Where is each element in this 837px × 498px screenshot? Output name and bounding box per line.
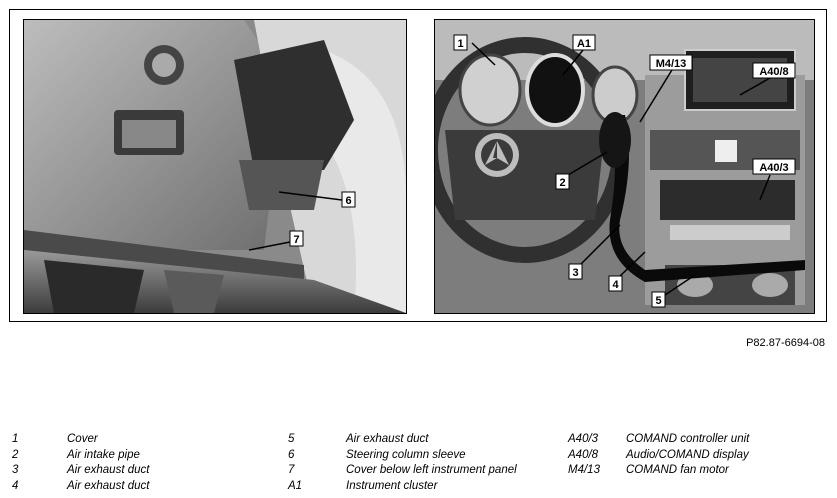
legend-key: 7: [288, 464, 295, 477]
callout-7: 7: [293, 234, 300, 246]
legend-text: Cover below left instrument panel: [346, 464, 517, 477]
legend-key: A1: [288, 479, 303, 492]
legend-key: 3: [12, 464, 19, 477]
callout-A1: A1: [576, 38, 592, 50]
legend-text: COMAND controller unit: [626, 433, 750, 445]
legend-item: [288, 463, 517, 479]
callout-M4-13: M4/13: [655, 58, 687, 70]
callout-6: 6: [345, 195, 352, 207]
callout-A40-8: A40/8: [759, 66, 789, 78]
legend-text: COMAND fan motor: [626, 464, 729, 477]
left-callouts: [24, 20, 406, 313]
legend-item: [568, 463, 749, 479]
legend-item: [12, 479, 149, 495]
legend-column-2: [288, 432, 517, 494]
legend-key: 5: [288, 433, 295, 445]
left-photo: [23, 19, 407, 314]
callout-A40-3: A40/3: [759, 162, 789, 174]
legend-item: [288, 479, 517, 495]
legend-item: [288, 432, 517, 448]
legend-key: A40/3: [568, 433, 599, 445]
legend-text: Air intake pipe: [67, 448, 140, 461]
legend-key: A40/8: [568, 448, 599, 461]
callout-2: 2: [559, 177, 566, 189]
legend-item: [12, 463, 149, 479]
legend-item: [568, 432, 749, 448]
right-photo: [434, 19, 815, 314]
legend-key: M4/13: [568, 464, 600, 477]
legend-text: Air exhaust duct: [346, 433, 429, 445]
legend-item: [568, 448, 749, 464]
legend-item: [12, 448, 149, 464]
legend-text: Air exhaust duct: [67, 479, 150, 492]
legend-text: Audio/COMAND display: [626, 448, 749, 461]
callout-5: 5: [655, 295, 662, 307]
callout-3: 3: [572, 267, 579, 279]
legend-text: Instrument cluster: [346, 479, 438, 492]
legend-key: 6: [288, 448, 295, 461]
legend-item: [288, 448, 517, 464]
right-callouts: [435, 20, 814, 313]
legend-text: Air exhaust duct: [67, 464, 150, 477]
figure-reference: P82.87-6694-08: [746, 337, 825, 349]
legend-key: 4: [12, 479, 19, 492]
legend-column-1: [12, 432, 149, 494]
legend-key: 1: [12, 433, 19, 445]
legend-text: Steering column sleeve: [346, 448, 466, 461]
legend-column-3: [568, 432, 749, 479]
callout-4: 4: [612, 279, 619, 291]
legend-item: [12, 432, 149, 448]
figure-frame: [9, 9, 827, 322]
legend-key: 2: [12, 448, 19, 461]
legend-text: Cover: [67, 433, 98, 445]
callout-1: 1: [457, 38, 464, 50]
